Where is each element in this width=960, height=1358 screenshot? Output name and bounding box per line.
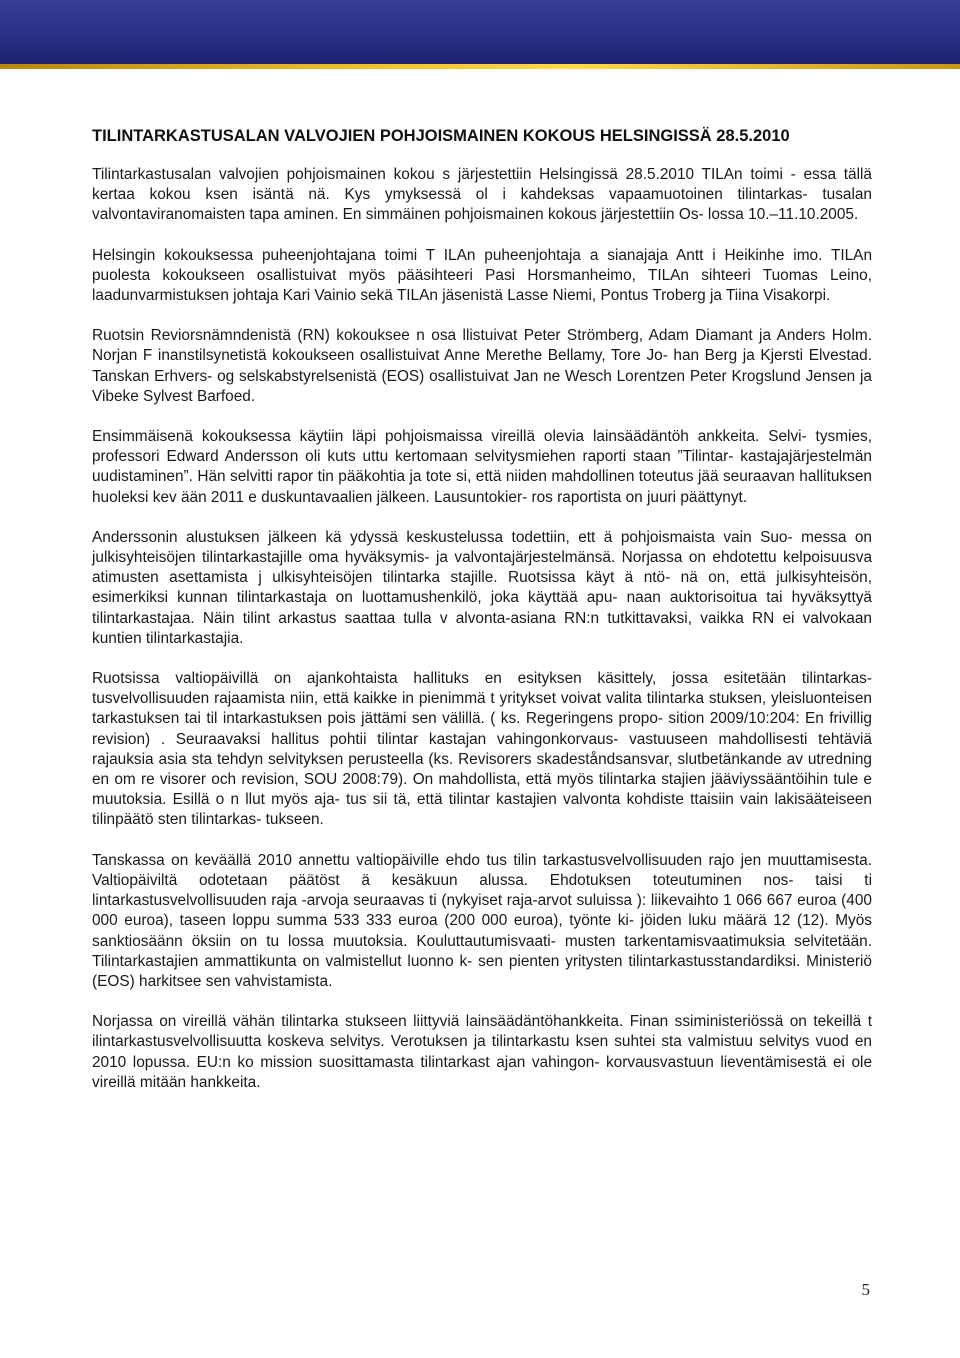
paragraph-denmark: Tanskassa on keväällä 2010 annettu valtiopäiville ehdo tus tilin tarkastusvelvollisuuden rajo jen muuttamisesta. Valtiopäiviltä odotetaan päätöst ä kesäkuun alussa. Ehdotuksen toteutuminen nos- taisi ti lintarkastusvelvollisuuden raja -arvoja seuraavas ti (nykyiset raja-arvot suluissa ): liikevaihto 1 066 667 euroa (400 000 euroa), taseen loppu summa 533 333 euroa (200 000 euroa), työnte ki- jöiden luku määrä 12 (12). Myös sanktiosäänn öksiin on tu lossa muutoksia. Kouluttautumisvaati- musten tarkentamisvaatimuksia selvitetään. Tilintarkastajien ammattikunta on valmistellut luonno k- sen pienten yritysten tilintarkastusstandardiksi. Ministeriö (EOS) harkitsee sen vahvistamista. bbox=[92, 851, 872, 990]
document-title: TILINTARKASTUSALAN VALVOJIEN POHJOISMAINEN KOKOUS HELSINGISSÄ 28.5.2010 bbox=[92, 127, 790, 145]
header-band bbox=[0, 0, 960, 64]
page-number: 5 bbox=[861, 1280, 870, 1299]
paragraph-norway: Norjassa on vireillä vähän tilintarka stukseen liittyviä lainsäädäntöhankkeita. Finan ssiministeriössä on tekeillä t ilintarkastusvelvollisuutta koskeva selvitys. Verotuksen ja tilintarkastu ksen suhtei sta valmistuu selvitys vuod en 2010 lopussa. EU:n ko mission suosittamasta tilintarkast ajan vahingon- korvausvastuun lieventämisestä ei ole vireillä mitään hankkeita. bbox=[92, 1013, 872, 1091]
paragraph-sweden: Ruotsissa valtiopäivillä on ajankohtaista hallituks en esityksen käsittely, jossa esitetään tilintarkas- tusvelvollisuuden rajaamista niin, että kaikke in pienimmä t yritykset voivat valita tilintarka stuksen, yleisluonteisen tarkastuksen tai til intarkastuksen pois jättämi sen välillä. ( ks. Regeringens propo- sition 2009/10:204: En frivillig revision) . Seuraavaksi hallitus pohtii tilintar kastajan vahingonkorvaus- vastuuseen mahdollisesti tehtäviä rajauksia asia sta tehdyn selvityksen perusteella (ks. Revisorers skadeståndsansvar, slutbetänkande av utredning en om re visorer och revision, SOU 2008:79). On mahdollista, että myös tilintarka stajien jääviyssääntöihin tule e muutoksia. Esillä o n llut myös aja- tus sii tä, että tilintar kastajien valvonta kohdiste ttaisiin vain lakisääteiseen tilinpäätö sten tilintarkas- tukseen. bbox=[92, 670, 872, 829]
paragraph-nordic-participants: Ruotsin Reviorsnämndenistä (RN) kokouksee n osa llistuivat Peter Strömberg, Adam Diamant ja Anders Holm. Norjan F inanstilsynetistä kokoukseen osallistuivat Anne Merethe Bellamy, Tore Jo- han Berg ja Kjersti Elvestad. Tanskan Erhvers- og selskabstyrelsenistä (EOS) osallistuivat Jan ne Wesch Lorentzen Peter Krogslund Jensen ja Vibeke Sylvest Barfoed. bbox=[92, 327, 872, 405]
paragraph-intro: Tilintarkastusalan valvojien pohjoismainen kokou s järjestettiin Helsingissä 28.5.2010 TILAn toimi - essa tällä kertaa kokou ksen isäntä nä. Kys ymyksessä ol i kahdeksas vapaamuotoinen tilintarkas- tusalan valvontaviranomaisten tapa aminen. En simmäinen pohjoismainen kokous järjestettiin Os- lossa 10.–11.10.2005. bbox=[92, 166, 872, 224]
paragraph-andersson-discussion: Anderssonin alustuksen jälkeen kä ydyssä keskustelussa todettiin, ett ä pohjoismaista vain Suo- messa on julkisyhteisöjen tilintarkastajille oma hyväksymis- ja valvontajärjestelmänsä. Norjassa on ehdotettu kelpoisuusva atimusten asettamista j ulkisyhteisöjen tilintarka stajille. Ruotsissa käyt ä ntö- nä on, että julkisyhteisön, esimerkiksi kunnan tilintarkastaja on luottamushenkilö, joka käyttää apu- naan auktorisoitua tai hyväksyttyä tilintarkastajaa. Näin tilint arkastus saattaa tulla v alvonta-asiana RN:n tutkittavaksi, vaikka RN ei valvokaan kuntien tilintarkastajia. bbox=[92, 528, 872, 647]
paragraph-legislation-review: Ensimmäisenä kokouksessa käytiin läpi pohjoismaissa vireillä olevia lainsäädäntöh ankkeita. Selvi- tysmies, professori Edward Andersson oli kuts uttu kertomaan selvitysmiehen raporti staan ”Tilintar- kastajajärjestelmän uudistaminen”. Hän selvitti rapor tin pääkohtia ja tote si, että niiden mahdollinen toteutus jää seuraavan hallituksen huoleksi kev ään 2011 e duskuntavaalien jälkeen. Lausuntokier- ros raportista on juuri päättynyt. bbox=[92, 428, 872, 506]
paragraph-helsinki-participants: Helsingin kokouksessa puheenjohtajana toimi T ILAn puheenjohtaja a sianajaja Antt i Heikinhe imo. TILAn puolesta kokoukseen osallistuivat myös pääsihteeri Pasi Horsmanheimo, TILAn sihteeri Tuomas Leino, laadunvarmistuksen johtaja Kari Vainio sekä TILAn jäsenistä Lasse Niemi, Pontus Troberg ja Tiina Visakorpi. bbox=[92, 246, 872, 305]
document-body bbox=[92, 125, 872, 1113]
header-gold-stripe bbox=[0, 64, 960, 69]
